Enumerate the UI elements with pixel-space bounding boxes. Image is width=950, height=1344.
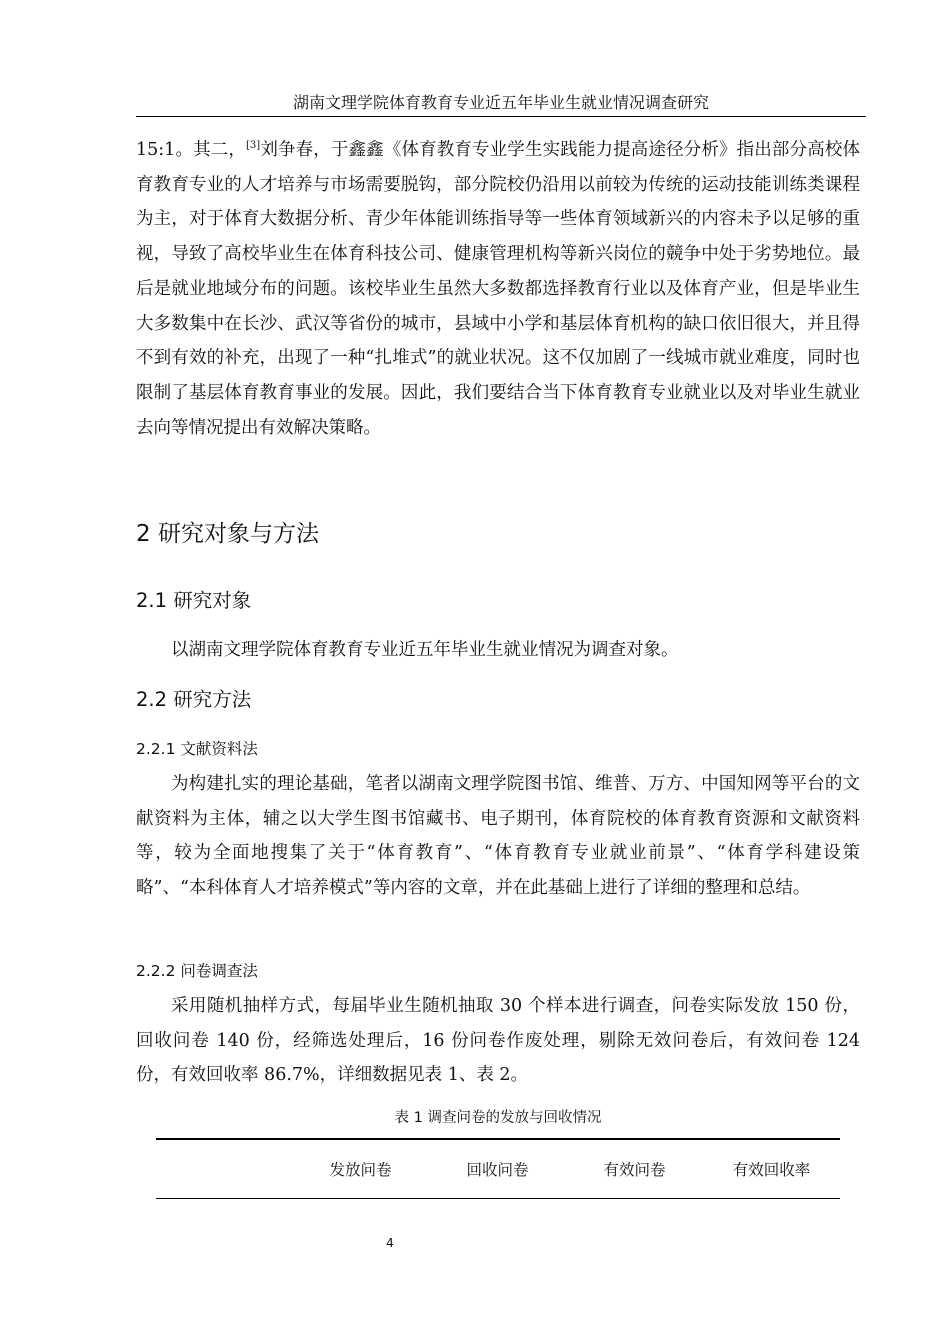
section-2-2-2-heading: 2.2.2 问卷调查法 — [136, 962, 258, 980]
table-1 — [156, 1138, 840, 1199]
survey-table — [156, 1138, 840, 1199]
citation-ref: [3] — [246, 140, 261, 151]
intro-text-body: 刘争春，于鑫鑫《体育教育专业学生实践能力提高途径分析》指出部分高校体育教育专业的人才培养与市场需要脱钩，部分院校仍沿用以前较为传统的运动技能训练类课程为主，对于体育大数据分析、青少年体能训练指导等一些体育领域新兴的内容未予以足够的重视，导致了高校毕业生在体育科技公司、健康管理机构等新兴岗位的競争中处于劣势地位。最后是就业地域分布的问题。该校毕业生虽然大多数都选择教育行业以及体育产业，但是毕业生大多数集中在长沙、武汉等省份的城市，县域中小学和基层体育机构的缺口依旧很大，并且得不到有效的补充，出现了一种“扎堆式”的就业状况。这不仅加剧了一线城市就业难度，同时也限制了基层体育教育事业的发展。因此，我们要结合当下体育教育专业就业以及对毕业生就业去向等情况提出有效解决策略。 — [136, 140, 860, 438]
section-2-2-heading: 2.2 研究方法 — [136, 688, 252, 711]
table-header-valid-rate: 有效回收率 — [732, 1161, 811, 1179]
running-header: 湖南文理学院体育教育专业近五年毕业生就业情况调查研究 — [292, 93, 709, 112]
table-header-distributed: 发放问卷 — [329, 1161, 392, 1179]
intro-text-lead: 15:1。其二， — [136, 140, 247, 160]
header-rule — [136, 116, 866, 117]
section-2-1-paragraph: 以湖南文理学院体育教育专业近五年毕业生就业情况为调查对象。 — [171, 640, 679, 660]
section-2-2-2-paragraph: 采用随机抽样方式，每届毕业生随机抽取 30 个样本进行调查，问卷实际发放 150 份，回收问卷 140 份，经筛选处理后，16 份问卷作废处理，剔除无效问卷后，有效问卷 124 份，有效回收率 86.7%，详细数据见表 1、表 2。 — [136, 996, 860, 1086]
table-header-valid: 有效问卷 — [603, 1161, 666, 1179]
table-header-row — [156, 1139, 840, 1199]
intro-paragraph — [136, 133, 860, 445]
section-2-1-heading: 2.1 研究对象 — [136, 589, 252, 612]
section-2-2-1-paragraph: 为构建扎实的理论基础，笔者以湖南文理学院图书馆、维普、万方、中国知网等平台的文献资料为主体，辅之以大学生图书馆藏书、电子期刊，体育院校的体育教育资源和文献资料等，较为全面地搜集了关于“体育教育”、“体育教育专业就业前景”、“体育学科建设策略”、“本科体育人才培养模式”等内容的文章，并在此基础上进行了详细的整理和总结。 — [136, 774, 860, 899]
table-header-returned: 回收问卷 — [466, 1161, 529, 1179]
table-1-caption: 表 1 调查问卷的发放与回收情况 — [394, 1110, 602, 1126]
section-2-heading: 2 研究对象与方法 — [136, 521, 319, 547]
page-number: 4 — [386, 1236, 394, 1250]
table-header-blank — [156, 1139, 292, 1199]
section-2-2-1-heading: 2.2.1 文献资料法 — [136, 740, 258, 758]
